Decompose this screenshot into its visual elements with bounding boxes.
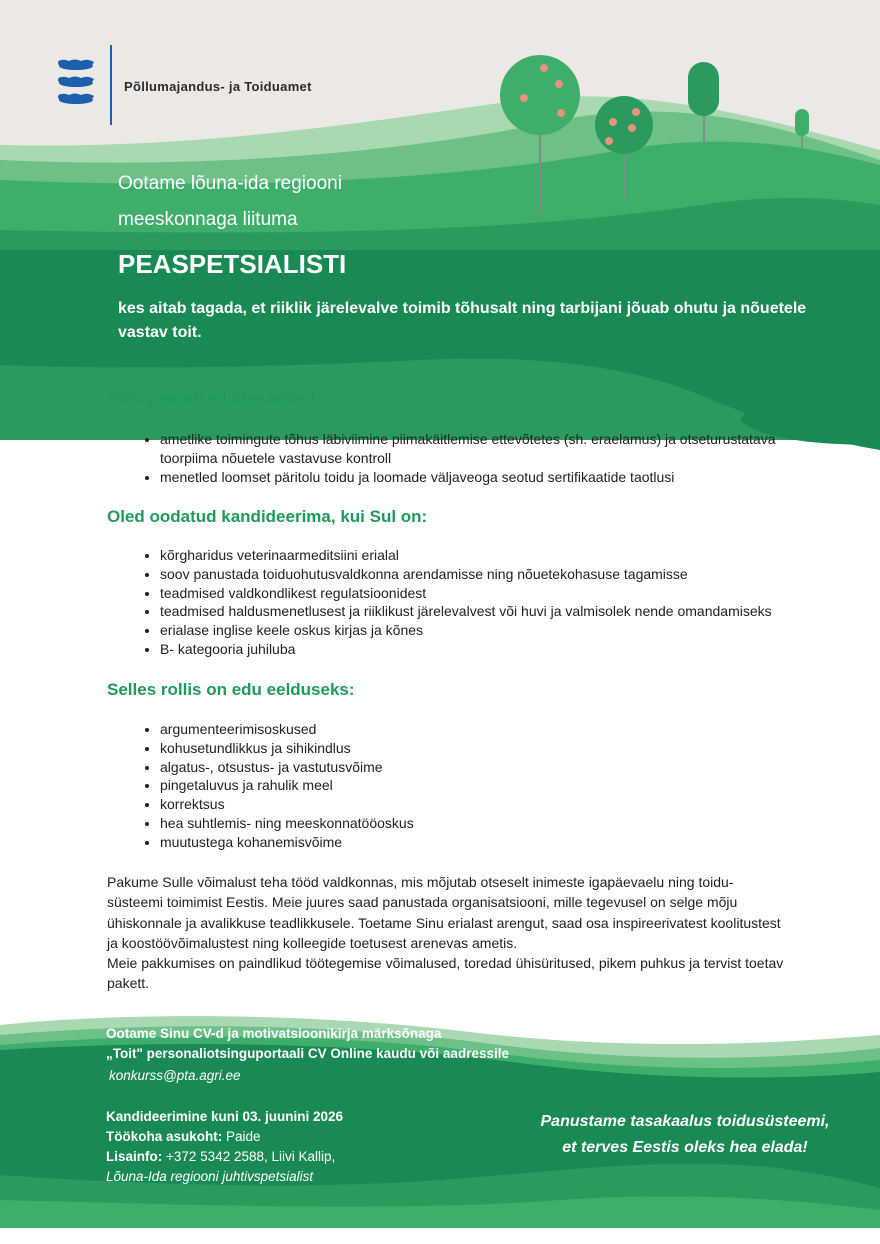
apply-line-1: Ootame Sinu CV-d ja motivatsioonikirja märksõnaga	[106, 1026, 442, 1041]
list-item: • hea suhtlemis- ning meeskonnatööoskus	[160, 814, 800, 833]
list-item: • pingetaluvus ja rahulik meel	[160, 776, 800, 795]
hero-subtitle: kes aitab tagada, et riiklik järelevalve toimib tõhusalt ning tarbijani jõuab ohutu ja nõuetele vastav toit.	[118, 300, 807, 341]
section-heading-requirements: Oled oodatud kandideerima, kui Sul on:	[107, 507, 428, 526]
list-item: • ametlike toimingute tõhus läbiviimine piimakäitlemise ettevõtetes (sh. eraelamus) ja otseturustatava toorpiima nõuetele vastavuse kontroll	[160, 430, 800, 468]
footer-details	[106, 1107, 343, 1187]
list-item: • erialase inglise keele oskus kirjas ja kõnes	[160, 621, 800, 640]
slogan-line-1: Panustame tasakaalus toidusüsteemi,	[540, 1113, 830, 1130]
offer-paragraph	[107, 872, 787, 994]
info-value: +372 5342 2588, Liivi Kallip,	[166, 1149, 336, 1164]
list-item: • teadmised haldusmenetlusest ja riiklikust järelevalvest või huvi ja valmisolek nende omandamiseks	[160, 602, 800, 621]
list-item: • muutustega kohanemisvõime	[160, 833, 800, 852]
info-label: Lisainfo:	[106, 1149, 163, 1164]
apply-email[interactable]: konkurss@pta.agri.ee	[109, 1068, 241, 1083]
list-item: • soov panustada toiduohutusvaldkonna arendamisse ning nõuetekohasuse tagamisse	[160, 565, 800, 584]
list-item: • menetled loomset päritolu toidu ja loomade väljaveoga seotud sertifikaatide taotlusi	[160, 468, 800, 487]
logo-divider	[110, 45, 112, 125]
apply-instructions	[106, 1024, 509, 1064]
job-title: PEASPETSIALISTI	[118, 249, 347, 279]
list-item: • kõrgharidus veterinaarmeditsiini erialal	[160, 546, 800, 565]
section-heading-tasks: Sinu peamised ülesanded:	[107, 389, 322, 408]
list-item: • argumenteerimisoskused	[160, 720, 800, 739]
section-heading-success: Selles rollis on edu eelduseks:	[107, 680, 355, 699]
hero-line-2: meeskonnaga liituma	[118, 209, 298, 230]
deadline: Kandideerimine kuni 03. juunini 2026	[106, 1109, 344, 1124]
requirements-list	[107, 546, 800, 659]
tasks-list	[107, 430, 800, 486]
list-item: • korrektsus	[160, 795, 800, 814]
slogan-line-2: et terves Eestis oleks hea elada!	[562, 1139, 808, 1156]
contact-role: Lõuna-Ida regiooni juhtivspetsialist	[106, 1169, 314, 1184]
coat-of-arms-icon	[55, 57, 97, 113]
location-row	[106, 1127, 343, 1147]
success-list	[107, 720, 800, 852]
list-item: • kohusetundlikkus ja sihikindlus	[160, 739, 800, 758]
list-item: • algatus-, otsustus- ja vastutusvõime	[160, 758, 800, 777]
brand-name: Põllumajandus- ja Toiduamet	[124, 79, 312, 94]
list-item: • B- kategooria juhiluba	[160, 640, 800, 659]
apply-line-2: „Toit" personaliotsinguportaali CV Online kaudu või aadressile	[106, 1046, 509, 1061]
offer-text-2: Meie pakkumises on paindlikud töötegemise võimalused, toredad ühisüritused, pikem puhkus ja tervist toetav pakett.	[107, 955, 784, 992]
hero-line-1: Ootame lõuna-ida regiooni	[118, 173, 342, 194]
offer-text-1: Pakume Sulle võimalust teha tööd valdkonnas, mis mõjutab otseselt inimeste igapäevaelu ning toidu-süsteemi toimimist Eestis. Meie juures saad panustada organisatsiooni, mille tegevusel on selge mõju ühiskonnale ja avalikkuse teadlikkusele. Toetame Sinu erialast arengut, saad osa inspireerivatest koolitustest ja koostöövõimalustest ning kolleegide toetusest arenevas ametis.	[107, 874, 781, 951]
location-value: Paide	[226, 1129, 261, 1144]
list-item: • teadmised valdkondlikest regulatsioonidest	[160, 584, 800, 603]
slogan	[520, 1109, 850, 1161]
location-label: Töökoha asukoht:	[106, 1129, 223, 1144]
info-row	[106, 1147, 343, 1167]
